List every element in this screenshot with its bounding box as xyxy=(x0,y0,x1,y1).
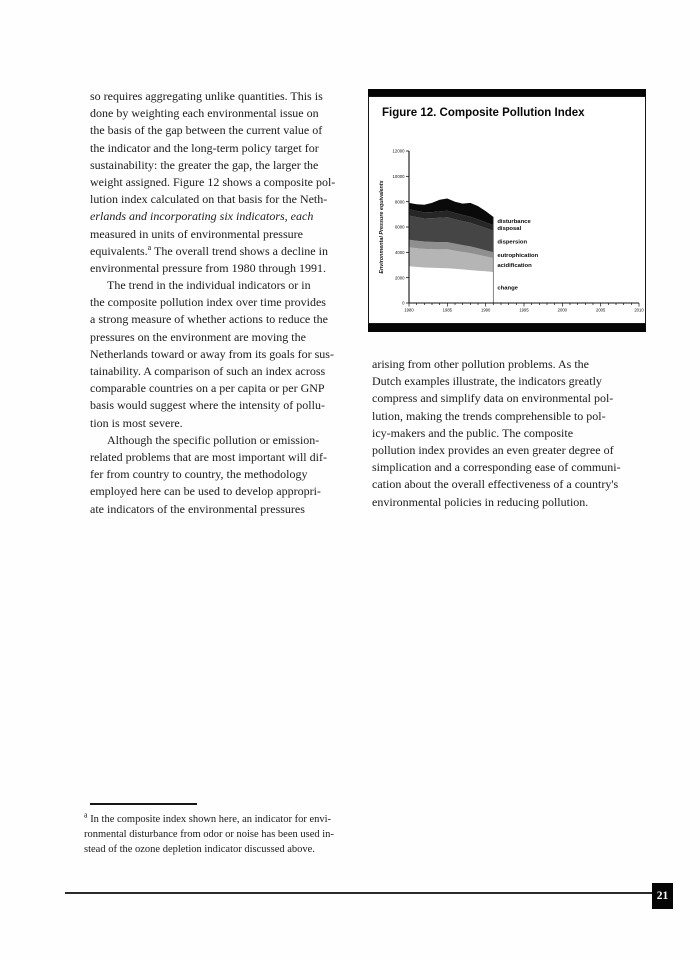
text-line: tion is most severe. xyxy=(90,415,183,430)
figure-title: Figure 12. Composite Pollution Index xyxy=(382,107,585,119)
text-line: The trend in the individual indicators or in xyxy=(107,278,311,293)
text-line: pollution index provides an even greater degree of xyxy=(372,442,614,457)
page-number-badge: 21 xyxy=(652,883,673,909)
text-line: basis would suggest where the intensity of pollu- xyxy=(90,398,325,413)
text-line: ronmental disturbance from odor or noise has been used in- xyxy=(84,829,334,841)
x-tick-label: 1990 xyxy=(481,307,491,313)
text-line: sustainability: the greater the gap, the larger the xyxy=(90,157,319,172)
text-line: comparable countries on a per capita or per GNP xyxy=(90,381,325,396)
legend-dispersion: dispersion xyxy=(497,239,528,246)
text-line: ate indicators of the environmental pressures xyxy=(90,501,305,516)
text-line: cation about the overall effectiveness of a country's xyxy=(372,477,619,492)
text-line: tainability. A comparison of such an index across xyxy=(90,364,326,378)
text-line: the indicator and the long-term policy target for xyxy=(90,140,319,155)
text-line: fer from country to country, the methodology xyxy=(90,467,308,482)
legend-acidification: acidification xyxy=(497,263,532,269)
text-line: simplication and a corresponding ease of communi- xyxy=(372,460,621,475)
left-text-column xyxy=(90,88,358,518)
text-line: environmental pressure from 1980 through 1991. xyxy=(90,260,326,275)
text-line: the composite pollution index over time provides xyxy=(90,295,326,310)
y-axis-title: Environmental Pressure equivalents xyxy=(379,180,385,274)
text-line: equivalents.$^a$ The overall trend shows a decline in xyxy=(90,242,328,258)
footnote-rule xyxy=(90,803,197,805)
legend-change: change xyxy=(497,285,518,292)
figure-bottom-bar xyxy=(368,324,646,332)
legend-disturbance: disturbance xyxy=(497,218,531,225)
text-line: Dutch examples illustrate, the indicators greatly xyxy=(372,374,602,389)
legend-disposal: disposal xyxy=(497,225,522,232)
text-line: weight assigned. Figure 12 shows a composite pol- xyxy=(90,174,336,189)
text-line: Netherlands toward or away from its goals for sus- xyxy=(90,346,334,361)
y-tick-label: 8000 xyxy=(394,199,405,205)
y-tick-label: 6000 xyxy=(394,224,405,230)
y-tick-label: 4000 xyxy=(394,249,405,255)
area-change xyxy=(409,266,493,303)
text-line: stead of the ozone depletion indicator discussed above. xyxy=(84,844,315,856)
text-line: related problems that are most important will dif- xyxy=(90,449,327,464)
x-tick-label: 1985 xyxy=(442,307,452,313)
x-tick-label: 2010 xyxy=(634,307,644,313)
text-line: $^a$ In the composite index shown here, an indicator for envi- xyxy=(84,810,332,825)
y-tick-label: 2000 xyxy=(394,275,405,281)
text-line: lution, making the trends comprehensible to pol- xyxy=(372,408,606,423)
figure-12 xyxy=(368,89,646,332)
text-line: erlands and incorporating six indicators, each xyxy=(90,209,314,224)
figure-box xyxy=(368,96,646,324)
text-line: lution index calculated on that basis for the Neth- xyxy=(90,192,328,207)
x-tick-label: 2000 xyxy=(557,307,568,313)
right-text-column xyxy=(372,356,650,511)
x-tick-label: 2005 xyxy=(596,307,606,313)
text-line: icy-makers and the public. The composite xyxy=(372,425,574,440)
text-line: the basis of the gap between the current value of xyxy=(90,123,323,138)
y-tick-label: 12000 xyxy=(392,148,405,154)
footnote xyxy=(84,812,364,858)
text-line: environmental policies in reducing pollution. xyxy=(372,494,589,509)
legend-eutrophication: eutrophication xyxy=(497,253,539,260)
text-line: pressures on the environment are moving the xyxy=(90,329,306,344)
footer-rule xyxy=(65,892,652,894)
y-tick-label: 10000 xyxy=(392,173,405,179)
figure-top-bar xyxy=(368,89,646,96)
y-tick-label: 0 xyxy=(402,300,405,306)
x-tick-label: 1995 xyxy=(519,307,529,313)
composite-pollution-index-chart xyxy=(369,139,647,323)
text-line: compress and simplify data on environmental pol- xyxy=(372,391,614,406)
text-line: so requires aggregating unlike quantities. This is xyxy=(90,89,323,103)
text-line: employed here can be used to develop appropri- xyxy=(90,484,321,499)
text-line: measured in units of environmental pressure xyxy=(90,226,303,241)
text-line: a strong measure of whether actions to reduce the xyxy=(90,312,328,327)
text-line: done by weighting each environmental issue on xyxy=(90,106,319,121)
text-line: Although the specific pollution or emission- xyxy=(107,432,320,447)
text-line: arising from other pollution problems. As the xyxy=(372,357,589,371)
x-tick-label: 1980 xyxy=(404,307,414,313)
